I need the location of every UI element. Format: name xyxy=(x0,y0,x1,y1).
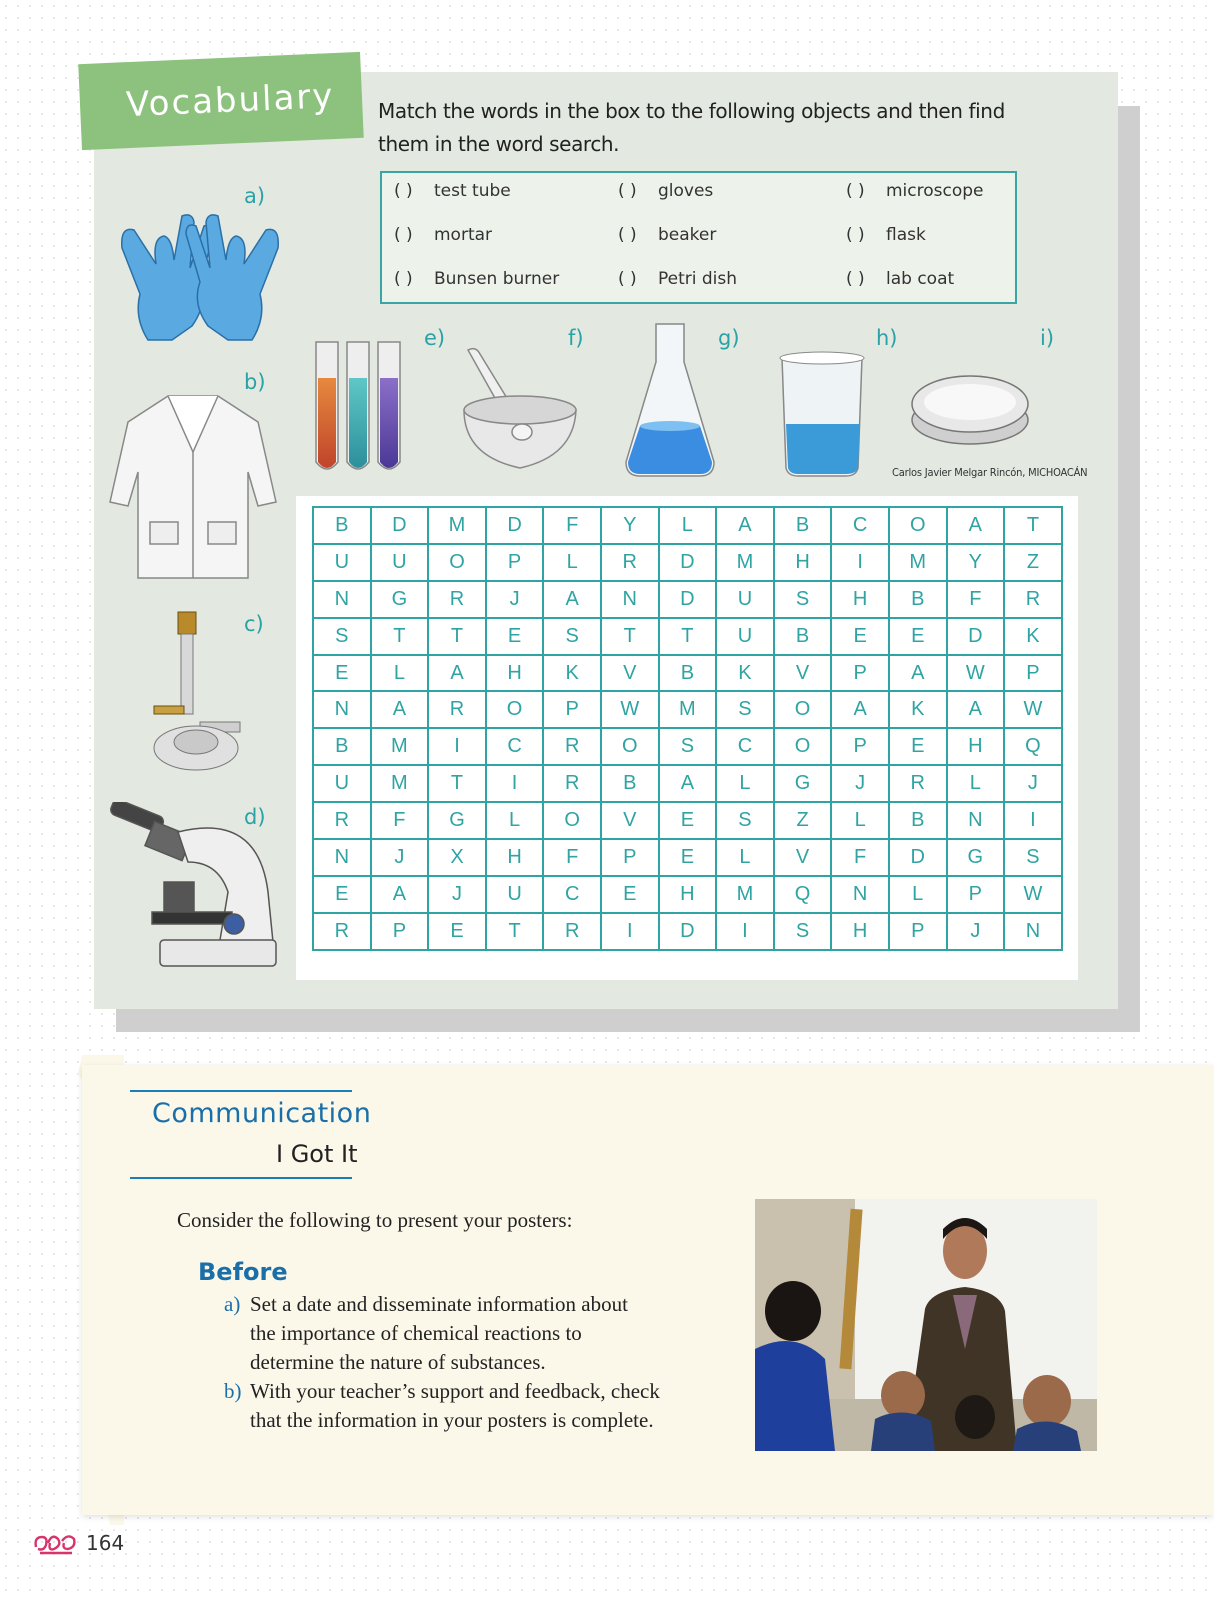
word-search-cell[interactable]: A xyxy=(659,765,717,802)
word-label: flask xyxy=(886,225,926,245)
word-search-cell[interactable]: J xyxy=(1004,765,1062,802)
word-search-cell[interactable]: F xyxy=(543,507,601,544)
word-search-row xyxy=(313,913,1062,950)
word-search-cell[interactable]: G xyxy=(947,839,1005,876)
word-search-cell[interactable]: D xyxy=(659,913,717,950)
step-text-line: Set a date and disseminate information about xyxy=(250,1292,628,1316)
word-search-cell[interactable]: T xyxy=(486,913,544,950)
vocabulary-tag: Vocabulary xyxy=(78,52,363,150)
word-label: Petri dish xyxy=(658,269,738,289)
word-box xyxy=(380,171,1017,304)
answer-paren: ( ) xyxy=(618,225,637,245)
word-search-row xyxy=(313,691,1062,728)
word-search-cell[interactable]: Q xyxy=(774,876,832,913)
word-search-cell[interactable]: C xyxy=(831,507,889,544)
word-search-cell[interactable]: D xyxy=(486,507,544,544)
word-search-cell[interactable]: S xyxy=(716,691,774,728)
object-letter-b: b) xyxy=(244,370,266,394)
section-subtitle: I Got It xyxy=(276,1140,358,1168)
word-search-cell[interactable]: H xyxy=(486,839,544,876)
word-search-row xyxy=(313,839,1062,876)
word-search-cell[interactable]: L xyxy=(831,802,889,839)
bunsen-burner-illustration xyxy=(150,610,246,774)
beaker-illustration xyxy=(776,350,868,478)
word-search-cell[interactable]: M xyxy=(371,728,429,765)
word-search-cell[interactable]: Z xyxy=(774,802,832,839)
word-search-cell[interactable]: A xyxy=(947,507,1005,544)
word-search-row xyxy=(313,544,1062,581)
word-label: beaker xyxy=(658,225,717,245)
word-search-cell[interactable]: W xyxy=(1004,691,1062,728)
microscope-illustration xyxy=(108,802,278,970)
word-search-cell[interactable]: B xyxy=(659,655,717,692)
answer-paren: ( ) xyxy=(394,181,413,201)
word-search-cell[interactable]: D xyxy=(889,839,947,876)
flask-illustration xyxy=(622,322,718,480)
word-search-cell[interactable]: C xyxy=(486,728,544,765)
image-credit: Carlos Javier Melgar Rincón, MICHOACÁN xyxy=(892,466,1088,479)
word-search-cell[interactable]: V xyxy=(601,802,659,839)
word-search-cell[interactable]: B xyxy=(774,618,832,655)
word-search-cell[interactable]: W xyxy=(947,655,1005,692)
word-search-cell[interactable]: E xyxy=(889,728,947,765)
page-number: 164 xyxy=(86,1531,125,1555)
word-search-cell[interactable]: E xyxy=(601,876,659,913)
word-search-cell[interactable]: F xyxy=(947,581,1005,618)
word-search-cell[interactable]: F xyxy=(371,802,429,839)
word-search-cell[interactable]: A xyxy=(716,507,774,544)
word-search-cell[interactable]: E xyxy=(659,802,717,839)
step-label: a) xyxy=(224,1292,241,1316)
word-search-cell[interactable]: T xyxy=(428,618,486,655)
answer-paren: ( ) xyxy=(846,225,865,245)
word-search-cell[interactable]: P xyxy=(543,691,601,728)
word-search-cell[interactable]: U xyxy=(716,581,774,618)
word-search-cell[interactable]: B xyxy=(889,581,947,618)
word-search-cell[interactable]: M xyxy=(716,876,774,913)
word-search-cell[interactable]: E xyxy=(313,655,371,692)
word-search-cell[interactable]: R xyxy=(543,728,601,765)
word-label: lab coat xyxy=(886,269,955,289)
word-search-cell[interactable]: I xyxy=(716,913,774,950)
word-search-cell[interactable]: N xyxy=(601,581,659,618)
word-search-cell[interactable]: P xyxy=(889,913,947,950)
object-letter-a: a) xyxy=(244,184,266,208)
word-search-cell[interactable]: P xyxy=(486,544,544,581)
word-search-cell[interactable]: L xyxy=(889,876,947,913)
word-label: microscope xyxy=(886,181,984,201)
word-search-row xyxy=(313,581,1062,618)
word-search-cell[interactable]: S xyxy=(313,618,371,655)
word-search-cell[interactable]: H xyxy=(831,913,889,950)
object-letter-i: i) xyxy=(1040,326,1055,350)
word-search-cell[interactable]: L xyxy=(543,544,601,581)
word-search-cell[interactable]: O xyxy=(486,691,544,728)
title-rule-bottom xyxy=(130,1177,352,1179)
word-search-cell[interactable]: L xyxy=(716,765,774,802)
word-search-cell[interactable]: S xyxy=(774,581,832,618)
vocabulary-instructions: Match the words in the box to the following objects and then find them in the word search. xyxy=(378,99,1005,156)
word-search-cell[interactable]: U xyxy=(313,765,371,802)
word-search-cell[interactable]: N xyxy=(313,839,371,876)
word-search-cell[interactable]: U xyxy=(486,876,544,913)
answer-paren: ( ) xyxy=(618,181,637,201)
answer-paren: ( ) xyxy=(618,269,637,289)
word-search-cell[interactable]: M xyxy=(889,544,947,581)
word-search-cell[interactable]: O xyxy=(774,691,832,728)
answer-paren: ( ) xyxy=(846,269,865,289)
word-search-cell[interactable]: N xyxy=(313,581,371,618)
word-search-cell[interactable]: R xyxy=(601,544,659,581)
word-search-cell[interactable]: F xyxy=(831,839,889,876)
word-search-cell[interactable]: L xyxy=(659,507,717,544)
word-search-cell[interactable]: W xyxy=(1004,876,1062,913)
word-search-cell[interactable]: O xyxy=(428,544,486,581)
word-search-cell[interactable]: D xyxy=(947,618,1005,655)
word-search-cell[interactable]: K xyxy=(543,655,601,692)
word-search-cell[interactable]: E xyxy=(831,618,889,655)
word-search-row xyxy=(313,618,1062,655)
word-search-cell[interactable]: O xyxy=(889,507,947,544)
word-search-cell[interactable]: R xyxy=(543,765,601,802)
word-search-cell[interactable]: J xyxy=(428,876,486,913)
word-search-cell[interactable]: N xyxy=(313,691,371,728)
step-a xyxy=(224,1290,704,1377)
word-label: mortar xyxy=(434,225,493,245)
step-text-line: the importance of chemical reactions to xyxy=(250,1321,582,1345)
word-search-cell[interactable]: P xyxy=(371,913,429,950)
word-search-cell[interactable]: I xyxy=(486,765,544,802)
word-search-cell[interactable]: D xyxy=(659,544,717,581)
word-search-cell[interactable]: E xyxy=(428,913,486,950)
word-search-cell[interactable]: T xyxy=(1004,507,1062,544)
word-search-cell[interactable]: X xyxy=(428,839,486,876)
word-search-cell[interactable]: C xyxy=(543,876,601,913)
word-search-cell[interactable]: J xyxy=(947,913,1005,950)
mortar-illustration xyxy=(462,346,582,472)
answer-paren: ( ) xyxy=(846,181,865,201)
word-search-cell[interactable]: O xyxy=(774,728,832,765)
word-search-cell[interactable]: E xyxy=(313,876,371,913)
gloves-illustration xyxy=(112,208,288,342)
word-search-cell[interactable]: J xyxy=(371,839,429,876)
word-search-cell[interactable]: T xyxy=(601,618,659,655)
word-search-cell[interactable]: R xyxy=(428,691,486,728)
word-search-cell[interactable]: O xyxy=(543,802,601,839)
word-search-cell[interactable]: L xyxy=(716,839,774,876)
word-search-cell[interactable]: T xyxy=(659,618,717,655)
word-search-cell[interactable]: A xyxy=(371,691,429,728)
answer-paren: ( ) xyxy=(394,269,413,289)
word-search-cell[interactable]: T xyxy=(371,618,429,655)
word-box-item[interactable] xyxy=(846,225,926,245)
word-search-cell[interactable]: D xyxy=(371,507,429,544)
word-search-cell[interactable]: R xyxy=(428,581,486,618)
word-search-cell[interactable]: I xyxy=(601,913,659,950)
word-search-cell[interactable]: H xyxy=(947,728,1005,765)
step-label: b) xyxy=(224,1379,242,1403)
word-search-cell[interactable]: G xyxy=(428,802,486,839)
word-search-cell[interactable]: I xyxy=(1004,802,1062,839)
petri-dish-illustration xyxy=(908,366,1032,450)
word-box-item[interactable] xyxy=(618,181,713,201)
object-letter-g: g) xyxy=(718,326,740,350)
word-search-cell[interactable]: M xyxy=(716,544,774,581)
word-search-cell[interactable]: N xyxy=(1004,913,1062,950)
word-search-cell[interactable]: A xyxy=(428,655,486,692)
word-search-cell[interactable]: W xyxy=(601,691,659,728)
word-search-cell[interactable]: H xyxy=(774,544,832,581)
word-search-cell[interactable]: A xyxy=(543,581,601,618)
word-search-cell[interactable]: S xyxy=(716,802,774,839)
word-search-cell[interactable]: N xyxy=(831,876,889,913)
classroom-photo xyxy=(755,1199,1097,1451)
word-search-cell[interactable]: V xyxy=(774,839,832,876)
word-search-grid xyxy=(312,506,1063,951)
word-search-cell[interactable]: P xyxy=(601,839,659,876)
word-search-cell[interactable]: R xyxy=(543,913,601,950)
word-search-cell[interactable]: S xyxy=(543,618,601,655)
word-search-cell[interactable]: B xyxy=(313,507,371,544)
word-label: test tube xyxy=(434,181,511,201)
word-search-cell[interactable]: A xyxy=(889,655,947,692)
word-search-cell[interactable]: G xyxy=(774,765,832,802)
word-search-cell[interactable]: H xyxy=(831,581,889,618)
step-b xyxy=(224,1377,704,1435)
word-box-item[interactable] xyxy=(846,181,984,201)
word-search-cell[interactable]: C xyxy=(716,728,774,765)
step-text-line: that the information in your posters is complete. xyxy=(250,1408,654,1432)
word-box-item[interactable] xyxy=(394,269,559,289)
word-label: gloves xyxy=(658,181,714,201)
answer-paren: ( ) xyxy=(394,225,413,245)
word-search-cell[interactable]: P xyxy=(1004,655,1062,692)
word-search-cell[interactable]: F xyxy=(543,839,601,876)
word-search-cell[interactable]: B xyxy=(889,802,947,839)
word-search-cell[interactable]: U xyxy=(371,544,429,581)
word-search-cell[interactable]: S xyxy=(659,728,717,765)
word-search-cell[interactable]: E xyxy=(486,618,544,655)
word-search-row xyxy=(313,802,1062,839)
word-search-cell[interactable]: V xyxy=(774,655,832,692)
step-text-line: With your teacher’s support and feedback, check xyxy=(250,1379,660,1403)
word-search-cell[interactable]: T xyxy=(428,765,486,802)
word-search-cell[interactable]: O xyxy=(601,728,659,765)
intro-text: Consider the following to present your posters: xyxy=(177,1208,573,1232)
before-heading: Before xyxy=(198,1258,288,1286)
word-search-cell[interactable]: B xyxy=(774,507,832,544)
word-search-cell[interactable]: E xyxy=(659,839,717,876)
word-search-cell[interactable]: A xyxy=(371,876,429,913)
word-search-container xyxy=(296,496,1078,980)
word-search-cell[interactable]: Q xyxy=(1004,728,1062,765)
word-search-cell[interactable]: Z xyxy=(1004,544,1062,581)
word-search-cell[interactable]: R xyxy=(313,913,371,950)
word-search-cell[interactable]: B xyxy=(601,765,659,802)
word-search-row xyxy=(313,765,1062,802)
word-search-cell[interactable]: H xyxy=(486,655,544,692)
word-search-cell[interactable]: M xyxy=(428,507,486,544)
object-letter-f: f) xyxy=(568,326,584,350)
word-search-cell[interactable]: U xyxy=(716,618,774,655)
object-letter-d: d) xyxy=(244,805,266,829)
word-search-cell[interactable]: J xyxy=(486,581,544,618)
word-box-item[interactable] xyxy=(394,181,511,201)
word-search-cell[interactable]: B xyxy=(313,728,371,765)
word-search-cell[interactable]: P xyxy=(831,655,889,692)
word-search-cell[interactable]: L xyxy=(371,655,429,692)
word-search-cell[interactable]: R xyxy=(889,765,947,802)
step-text-line: determine the nature of substances. xyxy=(250,1350,546,1374)
word-search-cell[interactable]: S xyxy=(1004,839,1062,876)
word-box-item[interactable] xyxy=(618,269,737,289)
word-search-cell[interactable]: S xyxy=(774,913,832,950)
word-search-cell[interactable]: U xyxy=(313,544,371,581)
word-search-cell[interactable]: K xyxy=(716,655,774,692)
word-search-cell[interactable]: A xyxy=(831,691,889,728)
word-search-row xyxy=(313,655,1062,692)
word-search-cell[interactable]: E xyxy=(889,618,947,655)
word-search-cell[interactable]: A xyxy=(947,691,1005,728)
word-search-cell[interactable]: L xyxy=(947,765,1005,802)
word-label: Bunsen burner xyxy=(434,269,560,289)
word-search-row xyxy=(313,507,1062,544)
publisher-logo-icon xyxy=(32,1531,78,1557)
word-box-item[interactable] xyxy=(394,225,492,245)
word-search-cell[interactable]: I xyxy=(428,728,486,765)
word-box-item[interactable] xyxy=(846,269,954,289)
word-box-item[interactable] xyxy=(618,225,716,245)
object-letter-e: e) xyxy=(424,326,446,350)
word-search-cell[interactable]: J xyxy=(831,765,889,802)
word-search-cell[interactable]: Y xyxy=(601,507,659,544)
lab-coat-illustration xyxy=(108,392,278,582)
object-letter-c: c) xyxy=(244,612,264,636)
section-title: Communication xyxy=(152,1098,372,1129)
word-search-cell[interactable]: K xyxy=(889,691,947,728)
word-search-cell[interactable]: P xyxy=(947,876,1005,913)
word-search-cell[interactable]: N xyxy=(947,802,1005,839)
word-search-cell[interactable]: D xyxy=(659,581,717,618)
word-search-cell[interactable]: I xyxy=(831,544,889,581)
object-letter-h: h) xyxy=(876,326,898,350)
word-search-cell[interactable]: K xyxy=(1004,618,1062,655)
test-tubes-illustration xyxy=(314,338,406,478)
word-search-cell[interactable]: R xyxy=(1004,581,1062,618)
word-search-cell[interactable]: L xyxy=(486,802,544,839)
word-search-row xyxy=(313,876,1062,913)
title-rule-top xyxy=(130,1090,352,1092)
word-search-cell[interactable]: Y xyxy=(947,544,1005,581)
word-search-cell[interactable]: V xyxy=(601,655,659,692)
word-search-row xyxy=(313,728,1062,765)
word-search-cell[interactable]: M xyxy=(659,691,717,728)
word-search-cell[interactable]: P xyxy=(831,728,889,765)
word-search-cell[interactable]: H xyxy=(659,876,717,913)
word-search-cell[interactable]: M xyxy=(371,765,429,802)
word-search-cell[interactable]: R xyxy=(313,802,371,839)
word-search-cell[interactable]: G xyxy=(371,581,429,618)
